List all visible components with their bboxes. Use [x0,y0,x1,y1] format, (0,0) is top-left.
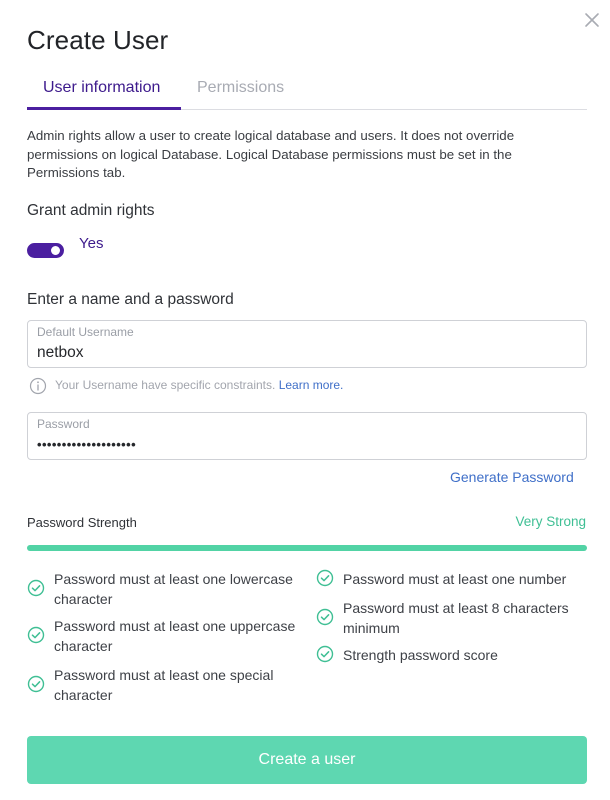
grant-admin-label: Grant admin rights [27,202,155,219]
requirement-text: Password must at least 8 characters minimum [343,600,569,636]
generate-password-link[interactable]: Generate Password [450,469,574,485]
password-field[interactable] [27,412,587,460]
username-field[interactable] [27,320,587,368]
admin-toggle-state: Yes [79,235,104,252]
tab-bar [27,70,587,110]
credentials-section-label: Enter a name and a password [27,291,234,308]
create-user-button[interactable]: Create a user [27,736,587,784]
requirement-text: Password must at least one uppercase character [54,618,296,654]
requirement-text: Password must at least one number [343,571,567,587]
info-icon [29,377,47,395]
password-strength-bar [27,545,587,551]
toggle-knob [51,246,60,255]
password-strength-fill [27,545,587,551]
check-circle-icon [27,675,45,693]
username-value[interactable]: netbox [37,344,84,361]
requirement-text: Password must at least one lowercase character [54,571,293,607]
admin-rights-description: Admin rights allow a user to create logical database and users. It does not override permissions on logical Database. Logical Database permissions must be set in the Permissions tab. [27,128,515,180]
admin-rights-toggle[interactable] [27,243,64,258]
check-circle-icon [27,626,45,644]
password-strength-label: Password Strength [27,515,137,530]
username-hint-text: Your Username have specific constraints. [55,378,276,392]
tab-permissions[interactable]: Permissions [197,79,285,96]
requirement-text: Password must at least one special character [54,667,274,703]
dialog-title: Create User [27,25,169,55]
username-field-label: Default Username [37,325,134,339]
check-circle-icon [316,608,334,626]
password-field-label: Password [37,417,90,431]
check-circle-icon [316,645,334,663]
requirement-text: Strength password score [343,647,498,663]
learn-more-link[interactable]: Learn more. [278,378,344,392]
active-tab-indicator [27,107,181,110]
close-icon[interactable] [583,11,601,29]
check-circle-icon [27,579,45,597]
check-circle-icon [316,569,334,587]
password-strength-value: Very Strong [515,514,586,529]
tab-user-information[interactable]: User information [43,79,161,96]
password-value[interactable]: •••••••••••••••••••• [37,437,137,452]
